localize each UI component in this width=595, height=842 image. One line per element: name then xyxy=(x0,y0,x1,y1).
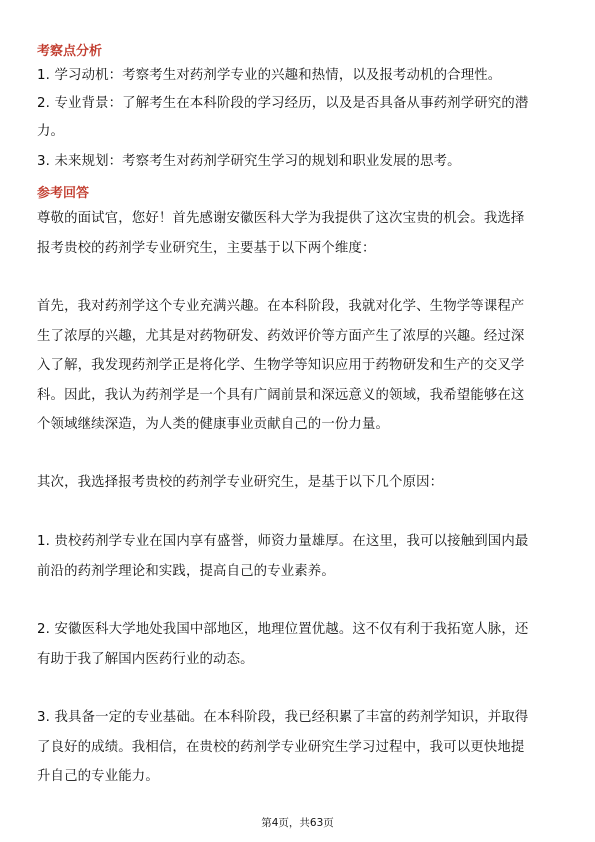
para1-line-2: 生了浓厚的兴趣，尤其是对药物研发、药效评价等方面产生了浓厚的兴趣。经过深 xyxy=(37,329,525,344)
reason1-line-1: 1. 贵校药剂学专业在国内享有盛誉，师资力量雄厚。在这里，我可以接触到国内最 xyxy=(37,534,529,549)
reason2-line-1: 2. 安徽医科大学地处我国中部地区，地理位置优越。这不仅有利于我拓宽人脉，还 xyxy=(37,622,529,637)
reason3-line-1: 3. 我具备一定的专业基础。在本科阶段，我已经积累了丰富的药剂学知识，并取得 xyxy=(37,710,529,725)
reason3-line-3: 升自己的专业能力。 xyxy=(37,769,159,784)
page-number: 第4页，共63页 xyxy=(261,817,334,829)
intro-line-2: 报考贵校的药剂学专业研究生，主要基于以下两个维度： xyxy=(37,241,376,256)
analysis-item-3: 3. 未来规划：考察考生对药剂学研究生学习的规划和职业发展的思考。 xyxy=(37,154,461,169)
analysis-item-2-continued: 力。 xyxy=(37,124,65,139)
reason2-line-2: 有助于我了解国内医药行业的动态。 xyxy=(37,652,254,667)
para1-line-5: 个领域继续深造，为人类的健康事业贡献自己的一份力量。 xyxy=(37,417,390,432)
para1-line-1: 首先，我对药剂学这个专业充满兴趣。在本科阶段，我就对化学、生物学等课程产 xyxy=(37,299,525,314)
reason1-line-2: 前沿的药剂学理论和实践，提高自己的专业素养。 xyxy=(37,564,335,579)
answer-heading: 参考回答 xyxy=(37,186,90,201)
intro-line-1: 尊敬的面试官，您好！首先感谢安徽医科大学为我提供了这次宝贵的机会。我选择 xyxy=(37,211,525,226)
analysis-item-2: 2. 专业背景：了解考生在本科阶段的学习经历，以及是否具备从事药剂学研究的潜 xyxy=(37,96,529,111)
para1-line-4: 科。因此，我认为药剂学是一个具有广阔前景和深远意义的领域，我希望能够在这 xyxy=(37,388,525,403)
para1-line-3: 入了解，我发现药剂学正是将化学、生物学等知识应用于药物研发和生产的交叉学 xyxy=(37,358,525,373)
analysis-item-1: 1. 学习动机：考察考生对药剂学专业的兴趣和热情，以及报考动机的合理性。 xyxy=(37,68,502,83)
analysis-heading: 考察点分析 xyxy=(37,44,103,59)
para2-line-1: 其次，我选择报考贵校的药剂学专业研究生，是基于以下几个原因： xyxy=(37,475,444,490)
reason3-line-2: 了良好的成绩。我相信，在贵校的药剂学专业研究生学习过程中，我可以更快地提 xyxy=(37,740,525,755)
